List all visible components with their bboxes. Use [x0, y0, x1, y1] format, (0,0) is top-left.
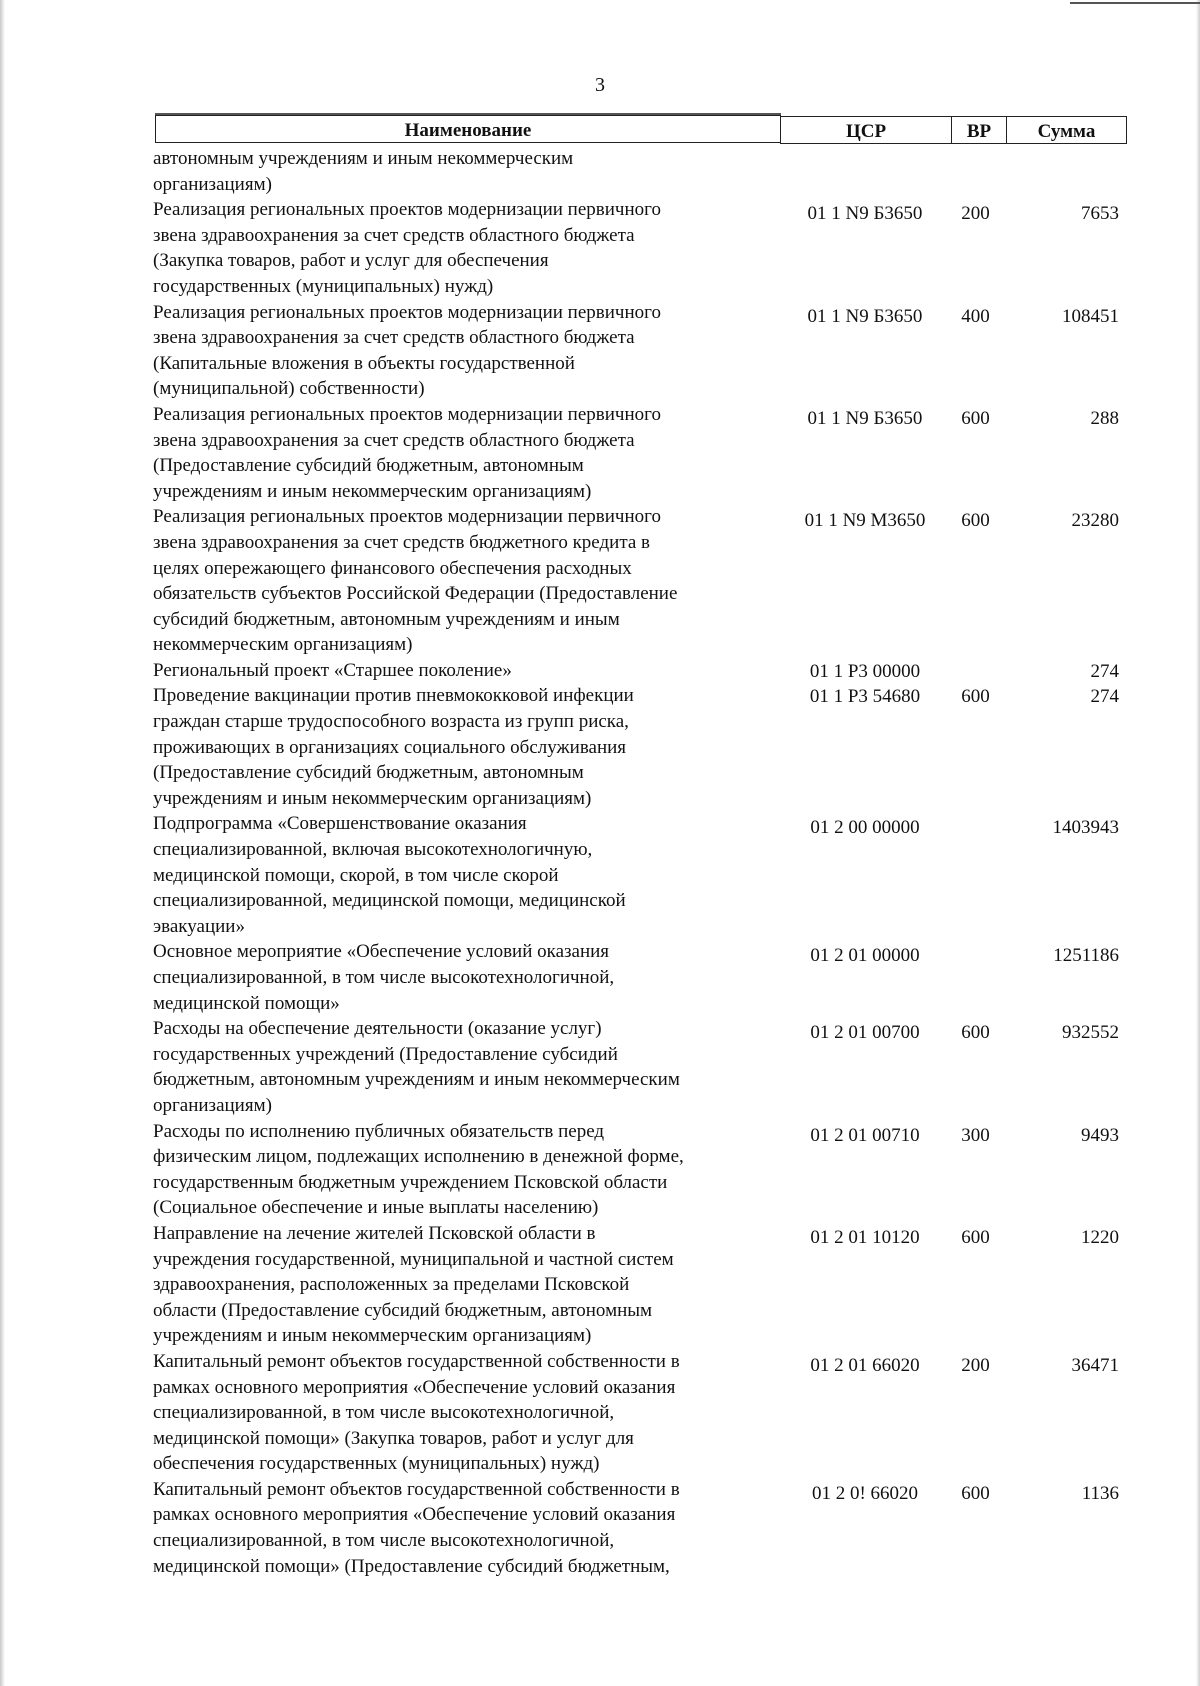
row-csr: 01 1 P3 00000: [809, 660, 921, 682]
table-row: [153, 504, 1123, 658]
row-name: Капитальный ремонт объектов государственной собственности в рамках основного мероприятия «Обеспечение условий оказания специализированной, в том числе высокотехнологичной, медицинской помощи» (Закупка товаров, работ и услуг для обеспечения государственных (муниципальных) нужд): [153, 1350, 680, 1475]
table-row: [153, 197, 1123, 299]
table-row: [153, 939, 1123, 1016]
header-sum: Сумма: [1006, 116, 1127, 144]
row-name: Расходы по исполнению публичных обязательств перед физическим лицом, подлежащих исполнению в денежной форме, государственным бюджетным учреждением Псковской области (Социальное обеспечение и иные выплаты населению): [153, 1120, 684, 1219]
header-csr: ЦСР: [780, 116, 952, 144]
table-row: [153, 146, 1123, 197]
table-header: [155, 116, 1127, 144]
row-vr: [948, 939, 1003, 943]
row-vr: [948, 658, 1003, 659]
table-row: [153, 1119, 1123, 1221]
row-vr: 300: [961, 1124, 990, 1146]
row-sum: 1220: [1081, 1226, 1119, 1248]
row-vr: 600: [961, 1022, 990, 1044]
scan-edge-right: [1196, 0, 1200, 1686]
row-vr: 600: [961, 510, 990, 532]
row-vr: 600: [961, 407, 990, 429]
scan-top-line: [1070, 2, 1200, 4]
row-sum: 274: [1090, 686, 1119, 708]
row-sum: 9493: [1081, 1124, 1119, 1146]
row-csr: 01 1 N9 Б3650: [807, 305, 923, 327]
row-sum: 108451: [1062, 305, 1119, 327]
table-row: [153, 402, 1123, 504]
row-name: Основное мероприятие «Обеспечение условий оказания специализированной, в том числе высокотехнологичной, медицинской помощи»: [153, 941, 615, 1014]
row-sum: 36471: [1071, 1354, 1119, 1376]
row-csr: 01 2 01 66020: [810, 1354, 920, 1376]
row-sum: 7653: [1081, 203, 1119, 225]
row-name: Проведение вакцинации против пневмококковой инфекции граждан старше трудоспособного возраста из групп риска, проживающих в организациях социального обслуживания (Предоставление субсидий бюджетным, автономным учреждениям и иным некоммерческим организациям): [153, 685, 634, 809]
row-name: Направление на лечение жителей Псковской области в учреждения государственной, муниципальной и частной систем здравоохранения, расположенных за пределами Псковской области (Предоставление субсидий бюджетным, автономным учреждениям и иным некоммерческим организациям): [153, 1222, 674, 1347]
table-row: [153, 811, 1123, 939]
row-csr: 01 2 01 10120: [810, 1226, 920, 1248]
row-csr: 01 1 N9 Б3650: [807, 407, 923, 429]
row-csr: 01 1 N9 M3650: [804, 510, 926, 532]
row-name: Реализация региональных проектов модернизации первичного звена здравоохранения за счет средств областного бюджета (Закупка товаров, работ и услуг для обеспечения государственных (муниципальных) нужд): [153, 199, 661, 297]
header-name: Наименование: [155, 115, 781, 143]
row-vr: 600: [961, 1226, 990, 1248]
row-sum: 1251186: [1053, 945, 1119, 967]
scan-edge-left: [0, 0, 5, 1686]
row-csr: 01 1 N9 Б3650: [807, 203, 923, 225]
row-name: Реализация региональных проектов модернизации первичного звена здравоохранения за счет средств областного бюджета (Капитальные вложения в объекты государственной (муниципальной) собственности): [153, 301, 661, 400]
row-name: Реализация региональных проектов модернизации первичного звена здравоохранения за счет средств областного бюджета (Предоставление субсидий бюджетным, автономным учреждениям и иным некоммерческим организациям): [153, 403, 661, 502]
row-csr: 01 2 01 00700: [810, 1022, 920, 1044]
table-row: [153, 1221, 1123, 1349]
row-csr: 01 2 01 00710: [810, 1124, 920, 1146]
row-vr: 200: [961, 1354, 990, 1376]
table-row: [153, 1016, 1123, 1118]
table-row: [153, 1349, 1123, 1477]
row-name: автономным учреждениям и иным некоммерческим организациям): [153, 148, 574, 195]
row-sum: 274: [1090, 660, 1119, 682]
table-row: [153, 683, 1123, 811]
row-sum: 1136: [1081, 1482, 1119, 1504]
row-name: Региональный проект «Старшее поколение»: [153, 659, 512, 681]
table-body: [153, 146, 1123, 1579]
table-row: [153, 1477, 1123, 1579]
row-csr: 01 1 P3 54680: [809, 686, 921, 708]
table-row: [153, 658, 1123, 684]
row-vr: 600: [961, 1482, 990, 1504]
row-sum: 1403943: [1052, 817, 1119, 839]
row-sum: 23280: [1071, 510, 1119, 532]
row-vr: 200: [961, 203, 990, 225]
row-csr: 01 2 01 00000: [810, 945, 920, 967]
row-name: Расходы на обеспечение деятельности (оказание услуг) государственных учреждений (Предоставление субсидий бюджетным, автономным учреждениям и иным некоммерческим организациям): [153, 1018, 680, 1116]
row-name: Реализация региональных проектов модернизации первичного звена здравоохранения за счет средств бюджетного кредита в целях опережающего финансового обеспечения расходных обязательств субъектов Российской Федерации (Предоставление субсидий бюджетным, автономным учреждениям и иным некоммерческим организациям): [153, 506, 678, 656]
row-name: Подпрограмма «Совершенствование оказания специализированной, включая высокотехнологичную, медицинской помощи, скорой, в том числе скорой специализированной, медицинской помощи, медицинской эвакуации»: [153, 813, 626, 937]
row-vr: 400: [961, 305, 990, 327]
row-vr: 600: [961, 686, 990, 708]
row-name: Капитальный ремонт объектов государственной собственности в рамках основного мероприятия «Обеспечение условий оказания специализированной, в том числе высокотехнологичной, медицинской помощи» (Предоставление субсидий бюджетным,: [153, 1478, 680, 1577]
row-sum: 288: [1090, 407, 1119, 429]
row-csr: 01 2 00 00000: [810, 817, 920, 839]
row-csr: 01 2 0! 66020: [811, 1482, 919, 1504]
row-vr: [948, 811, 1003, 815]
row-sum: 932552: [1062, 1022, 1119, 1044]
header-vr: ВР: [951, 116, 1007, 144]
page-number: 3: [595, 74, 605, 96]
table-row: [153, 300, 1123, 402]
